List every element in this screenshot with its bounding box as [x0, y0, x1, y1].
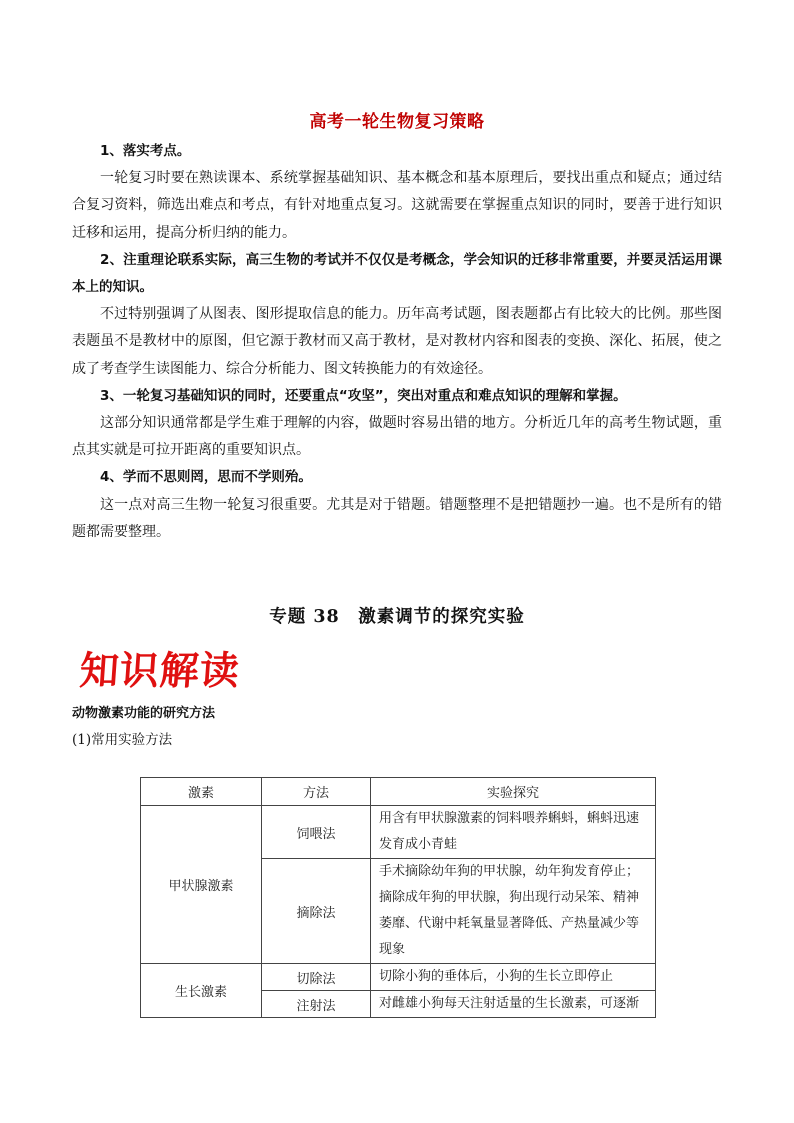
- table-header-cell: 激素: [141, 778, 262, 806]
- table-row: [141, 964, 656, 991]
- hormone-cell: 甲状腺激素: [141, 806, 262, 964]
- description-cell: 用含有甲状腺激素的饲料喂养蝌蚪，蝌蚪迅速发育成小青蛙: [371, 806, 656, 859]
- table-row: [141, 806, 656, 859]
- description-cell: 对雌雄小狗每天注射适量的生长激素，可逐渐: [371, 991, 656, 1018]
- strategy-paragraph-1: 一轮复习时要在熟读课本、系统掌握基础知识、基本概念和基本原理后，要找出重点和疑点；通过结合复习资料，筛选出难点和考点，有针对地重点复习。这就需要在掌握重点知识的同时，要善于进行知识迁移和运用，提高分析归纳的能力。: [72, 170, 722, 241]
- hormone-cell: 生长激素: [141, 964, 262, 1018]
- strategy-heading-1: 1、落实考点。: [100, 143, 191, 159]
- strategy-heading-4: 4、学而不思则罔，思而不学则殆。: [100, 469, 312, 486]
- sub-heading: (1)常用实验方法: [72, 732, 173, 748]
- strategy-heading-3: 3、一轮复习基础知识的同时，还要重点“攻坚”，突出对重点和难点知识的理解和掌握。: [100, 387, 627, 404]
- table-header-cell: 实验探究: [371, 778, 656, 806]
- description-cell: 切除小狗的垂体后，小狗的生长立即停止: [371, 964, 656, 991]
- strategy-paragraph-2: 不过特别强调了从图表、图形提取信息的能力。历年高考试题，图表题都占有比较大的比例。那些图表题虽不是教材中的原图，但它源于教材而又高于教材，是对教材内容和图表的变换、深化、拓展，使之成了考查学生读图能力、综合分析能力、图文转换能力的有效途径。: [72, 306, 722, 377]
- page-title: 高考一轮生物复习策略: [309, 112, 485, 132]
- table-header-cell: 方法: [262, 778, 371, 806]
- experiment-table: [140, 777, 656, 1018]
- method-cell: 注射法: [262, 991, 371, 1018]
- knowledge-banner: 知识解读: [78, 648, 242, 694]
- strategy-section: [72, 138, 722, 546]
- method-cell: 饲喂法: [262, 806, 371, 859]
- section-heading: 动物激素功能的研究方法: [72, 706, 216, 721]
- description-cell: 手术摘除幼年狗的甲状腺，幼年狗发育停止；摘除成年狗的甲状腺，狗出现行动呆笨、精神萎靡、代谢中耗氧量显著降低、产热量减少等现象: [371, 859, 656, 964]
- method-cell: 切除法: [262, 964, 371, 991]
- method-cell: 摘除法: [262, 859, 371, 964]
- table-header-row: [141, 778, 656, 806]
- strategy-paragraph-4: 这一点对高三生物一轮复习很重要。尤其是对于错题。错题整理不是把错题抄一遍。也不是所有的错题都需要整理。: [72, 496, 722, 540]
- strategy-paragraph-3: 这部分知识通常都是学生难于理解的内容，做题时容易出错的地方。分析近几年的高考生物试题，重点其实就是可拉开距离的重要知识点。: [72, 415, 722, 459]
- strategy-heading-2: 2、注重理论联系实际，高三生物的考试并不仅仅是考概念，学会知识的迁移非常重要，并要灵活运用课本上的知识。: [72, 251, 722, 296]
- topic-title: 专题 38 激素调节的探究实验: [269, 607, 525, 627]
